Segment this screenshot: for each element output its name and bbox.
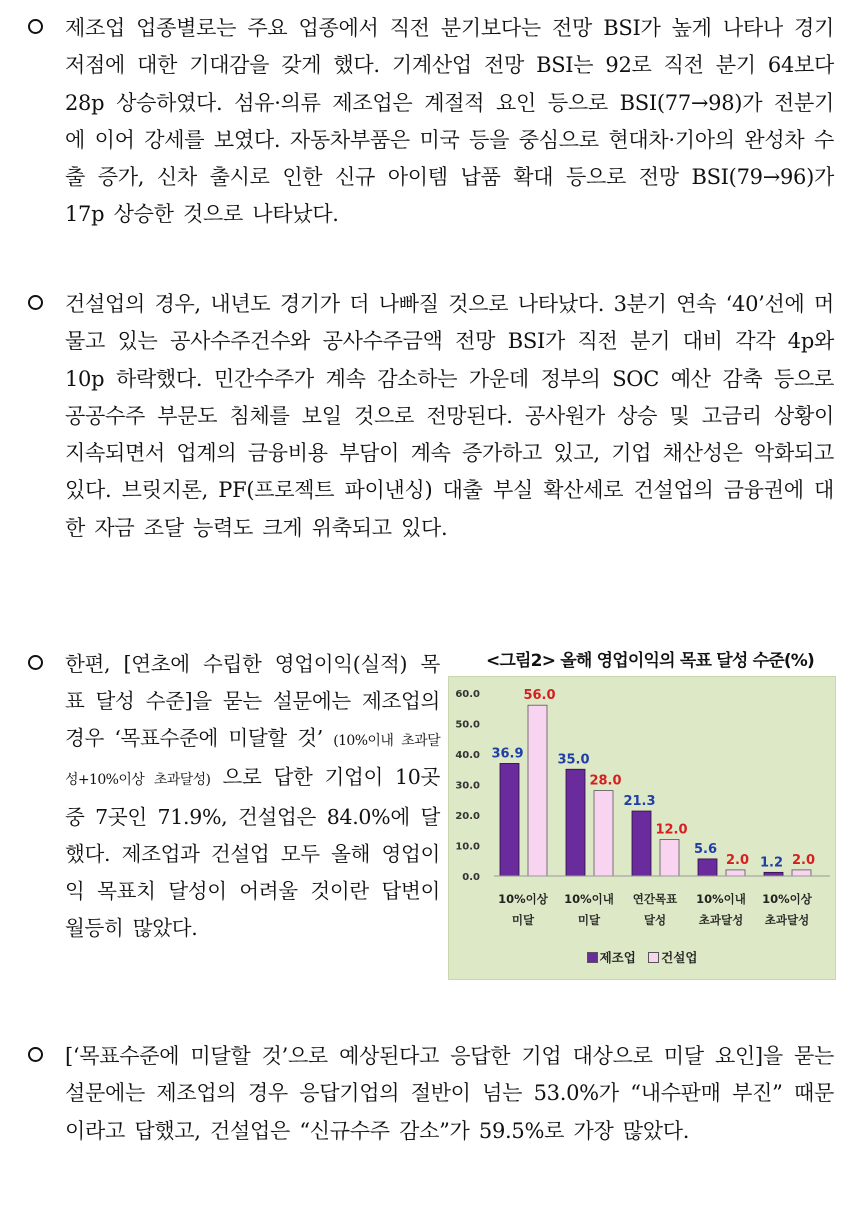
legend-swatch-construction [648, 952, 659, 963]
legend-label: 제조업 [599, 950, 636, 965]
y-tick-label: 10.0 [455, 841, 480, 853]
data-label: 2.0 [725, 852, 750, 868]
bullet-circle-icon [28, 1047, 43, 1062]
chart-area [448, 676, 836, 980]
bar-construction [528, 705, 547, 876]
y-tick-label: 40.0 [455, 750, 480, 761]
data-label: 2.0 [791, 852, 816, 868]
x-tick-label: 초과달성 [698, 913, 744, 927]
x-tick-label: 미달 [577, 913, 601, 927]
bar-manufacturing [632, 811, 651, 876]
chart-title: <그림2> 올해 영업이익의 목표 달성 수준(%) [485, 651, 814, 671]
y-tick-label: 60.0 [455, 689, 480, 700]
paragraph-text-note: (10%이내 초과달성+10%이상 초과달성) [65, 732, 440, 789]
y-tick-label: 0.0 [462, 872, 480, 883]
paragraph-shortfall-reasons [28, 1038, 834, 1150]
data-label: 35.0 [557, 752, 590, 768]
legend-item-manufacturing [587, 950, 636, 965]
data-label: 56.0 [523, 688, 556, 704]
paragraph-profit-target [28, 646, 440, 946]
paragraph-manufacturing-sectors [28, 10, 834, 234]
bar-manufacturing [566, 769, 585, 876]
bar-manufacturing [698, 859, 717, 876]
x-tick-label: 10%이상 [498, 892, 548, 906]
x-tick-label: 연간목표 [632, 892, 678, 906]
bar-chart [449, 677, 835, 979]
paragraph-text: [‘목표수준에 미달할 것’으로 예상된다고 응답한 기업 대상으로 미달 요인]을 묻는 설문에는 제조업의 경우 응답기업의 절반이 넘는 53.0%가 “내수판매 부진” 때문 이라고 답했고, 건설업은 “신규수주 감소”가 59.5%로 가장 많았다. [65, 1044, 834, 1143]
chart-legend [449, 948, 835, 966]
bullet-circle-icon [28, 295, 43, 310]
bar-construction [792, 870, 811, 876]
x-tick-label: 10%이내 [696, 892, 746, 906]
data-label: 12.0 [655, 822, 688, 838]
paragraph-text: 건설업의 경우, 내년도 경기가 더 나빠질 것으로 나타났다. 3분기 연속 ‘40’선에 머물고 있는 공사수주건수와 공사수주금액 전망 BSI가 직전 분기 대비 각각 4p와 10p 하락했다. 민간수주가 계속 감소하는 가운데 정부의 SOC 예산 감축 등으로 공공수주 부문도 침체를 보일 것으로 전망된다. 공사원가 상승 및 고금리 상황이 지속되면서 업계의 금융비용 부담이 계속 증가하고 있고, 기업 채산성은 악화되고 있다. 브릿지론, PF(프로젝트 파이낸싱) 대출 부실 확산세로 건설업의 금융권에 대한 자금 조달 능력도 크게 위축되고 있다. [65, 292, 834, 540]
paragraph-text [65, 646, 440, 946]
legend-swatch-manufacturing [587, 952, 598, 963]
legend-label: 건설업 [661, 950, 698, 965]
bar-manufacturing [764, 872, 783, 876]
data-label: 28.0 [589, 773, 622, 789]
x-tick-label: 달성 [643, 913, 667, 927]
x-tick-label: 초과달성 [764, 913, 810, 927]
bar-construction [660, 839, 679, 876]
data-label: 1.2 [759, 855, 784, 871]
y-tick-label: 20.0 [455, 811, 480, 822]
bar-construction [594, 791, 613, 876]
x-tick-label: 10%이상 [762, 892, 812, 906]
data-label: 36.9 [491, 746, 524, 762]
legend-item-construction [648, 950, 697, 965]
bullet-circle-icon [28, 19, 43, 34]
paragraph-text-part1: 한편, [연초에 수립한 영업이익(실적) 목표 달성 수준]을 묻는 설문에는 제조업의 경우 ‘목표수준에 미달할 것’ [65, 652, 440, 750]
x-tick-label: 미달 [511, 913, 535, 927]
x-tick-label: 10%이내 [564, 892, 614, 906]
bar-manufacturing [500, 763, 519, 876]
paragraph-text-part2: 으로 답한 기업이 10곳 중 7곳인 71.9%, 건설업은 84.0%에 달했다. 제조업과 건설업 모두 올해 영업이익 목표치 달성이 어려울 것이란 답변이 월등히 많았다. [65, 765, 440, 940]
y-tick-label: 50.0 [455, 719, 480, 731]
paragraph-text: 제조업 업종별로는 주요 업종에서 직전 분기보다는 전망 BSI가 높게 나타나 경기 저점에 대한 기대감을 갖게 했다. 기계산업 전망 BSI는 92로 직전 분기 64보다 28p 상승하였다. 섬유·의류 제조업은 계절적 요인 등으로 BSI(77→98)가 전분기에 이어 강세를 보였다. 자동차부품은 미국 등을 중심으로 현대차·기아의 완성차 수출 증가, 신차 출시로 인한 신규 아이템 납품 확대 등으로 전망 BSI(79→96)가 17p 상승한 것으로 나타났다. [65, 16, 834, 227]
bullet-circle-icon [28, 655, 43, 670]
paragraph-construction [28, 286, 834, 547]
bar-construction [726, 870, 745, 876]
data-label: 21.3 [623, 794, 656, 810]
y-tick-label: 30.0 [455, 780, 480, 792]
data-label: 5.6 [693, 841, 718, 857]
